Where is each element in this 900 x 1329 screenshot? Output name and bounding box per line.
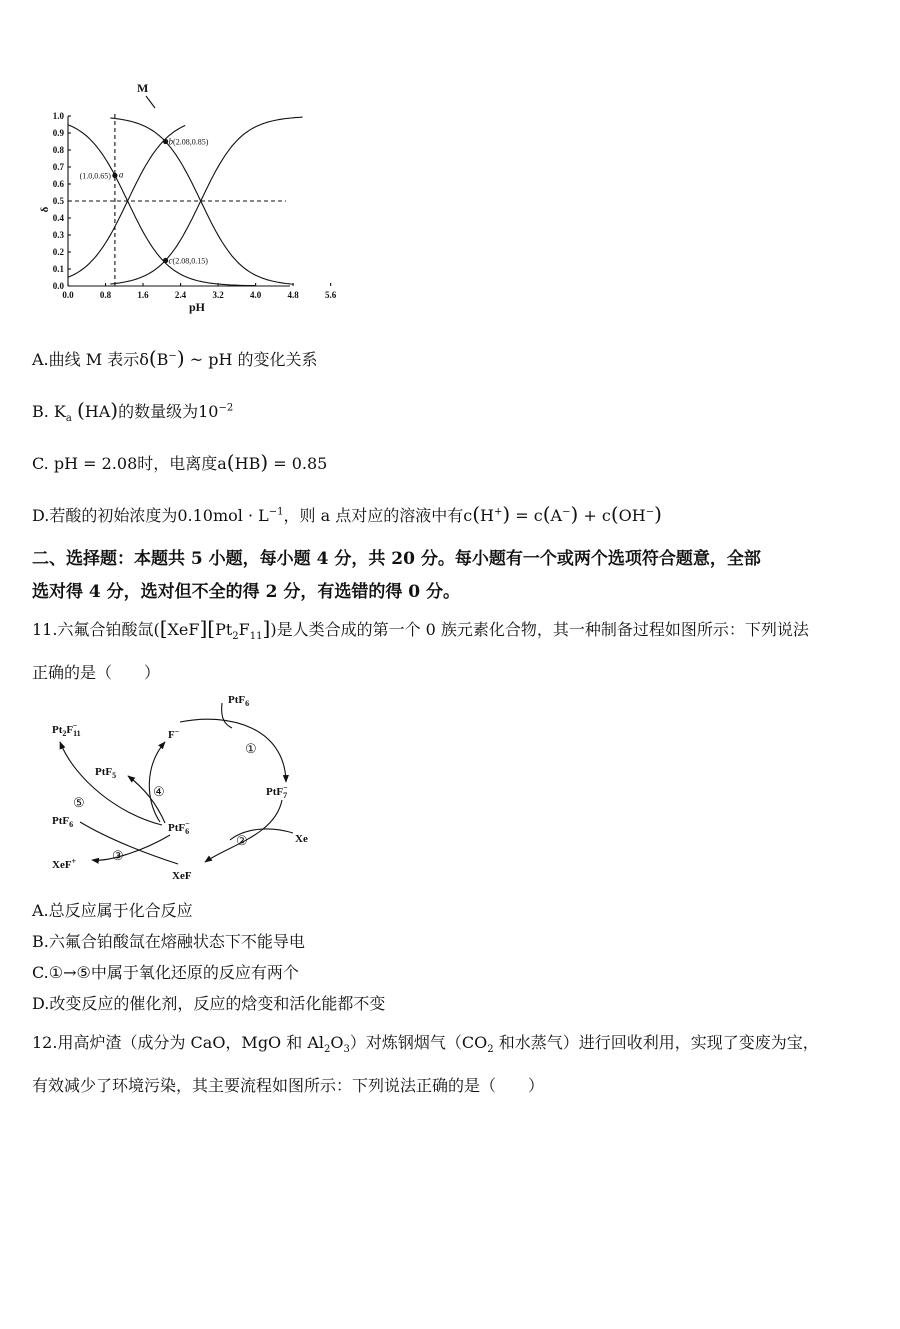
q11-stem-line2: 正确的是（ ） [32, 663, 161, 682]
q12-stem-line2: 有效减少了环境污染，其主要流程如图所示：下列说法正确的是（ ） [32, 1076, 545, 1095]
q10-option-b: B. $K_a$ (HA)的数量级为$10^{-2}$ [32, 398, 234, 425]
y-tick-label: 0.1 [52, 264, 64, 274]
y-tick-label: 0.6 [52, 179, 64, 189]
q10-option-d: D.若酸的初始浓度为$0.10mol \cdot L^{-1}$，则 a 点对应的溶液中有c(H+) = c(A−) + c(OH−) [32, 502, 662, 526]
arrow-cycle-top [180, 719, 286, 782]
q10-option-c: C. pH = 2.08时，电离度a(HB) = 0.85 [32, 450, 328, 474]
x-tick-label: 4.0 [249, 290, 262, 300]
x-tick-label: 5.6 [325, 290, 337, 300]
point-c [163, 258, 168, 263]
step-4: ④ [153, 784, 165, 799]
step-2: ② [236, 833, 248, 848]
y-tick-label: 0.5 [52, 196, 64, 206]
y-tick-label: 1.0 [52, 111, 64, 121]
x-tick-label: 2.4 [174, 290, 187, 300]
species-f-minus: F− [168, 727, 180, 741]
q11-option-a: A.总反应属于化合反应 [32, 901, 193, 920]
y-tick-label: 0.0 [52, 281, 64, 291]
section2-line1: 二、选择题：本题共 5 小题，每小题 4 分，共 20 分。每小题有一个或两个选项符合题意，全部 [32, 549, 761, 569]
species-ptf5: PtF$_5$ [95, 766, 117, 780]
curve-label-m: M [137, 81, 149, 95]
q11-option-b: B.六氟合铂酸氙在熔融状态下不能导电 [32, 932, 305, 951]
x-tick-label: 0.0 [62, 290, 74, 300]
arrow-xef-to-ptf6minus [80, 822, 178, 864]
y-tick-label: 0.2 [52, 247, 64, 257]
x-tick-label: 0.8 [99, 290, 112, 300]
species-pt2f11-minus: $Pt_2F_{11}-$ [52, 721, 81, 738]
reaction-cycle-diagram [40, 685, 330, 885]
species-xef-plus: XeF+ [52, 857, 77, 871]
x-axis-label: pH [188, 300, 205, 314]
y-tick-label: 0.3 [52, 230, 64, 240]
point-name-a: a [118, 169, 124, 180]
y-tick-label: 0.7 [52, 162, 64, 172]
curve-ha [68, 125, 256, 286]
species-xef: XeF [172, 870, 192, 882]
point-a [112, 173, 117, 178]
point-label-a: (1.0,0.65) [79, 171, 111, 181]
q11-option-c: C.①→⑤中属于氧化还原的反应有两个 [32, 963, 299, 982]
q10-option-a: A.曲线 M 表示δ(B−) ~ pH 的变化关系 [32, 346, 318, 370]
species-ptf6-left: PtF$_6$ [52, 815, 74, 829]
arrow-3-out [92, 835, 170, 860]
section2-line2: 选对得 4 分，选对但不全的得 2 分，有选错的得 0 分。 [32, 582, 460, 602]
q11-stem-line1: 11.六氟合铂酸氙$([XeF][Pt_2F_{11}])$是人类合成的第一个 0 族元素化合物，其一种制备过程如图所示：下列说法 [32, 616, 809, 643]
x-tick-label: 3.2 [212, 290, 224, 300]
step-5: ⑤ [73, 795, 85, 810]
q12-stem-line1: 12.用高炉渣（成分为 CaO，MgO 和 $Al_2O_3$）对炼钢烟气（$CO_2$ 和水蒸气）进行回收利用，实现了变废为宝， [32, 1033, 819, 1056]
point-label-b: b(2.08,0.85) [168, 136, 209, 147]
arrow-ptf6-in [222, 703, 232, 728]
species-ptf6-minus: PtF$_6$− [168, 819, 190, 836]
species-xe: Xe [295, 833, 308, 845]
arrow-5 [60, 742, 162, 825]
arrow-ptf7-to-xef [205, 800, 282, 862]
point-label-c: c(2.08,0.15) [168, 255, 208, 266]
arrow-ptf6minus-to-f [149, 742, 165, 822]
y-tick-label: 0.8 [52, 145, 64, 155]
step-3: ③ [112, 848, 124, 863]
species-ptf6-top: PtF$_6$ [228, 694, 250, 708]
x-tick-label: 4.8 [287, 290, 299, 300]
x-tick-label: 1.6 [137, 290, 149, 300]
y-tick-label: 0.4 [52, 213, 64, 223]
step-1: ① [245, 741, 257, 756]
species-ptf7-minus: PtF$_7$− [266, 783, 288, 800]
q11-option-d: D.改变反应的催化剂，反应的焓变和活化能都不变 [32, 994, 386, 1013]
curve-label-leader [146, 96, 155, 108]
y-axis-label: δ [39, 206, 51, 213]
point-b [163, 139, 168, 144]
speciation-chart [39, 75, 337, 320]
y-tick-label: 0.9 [52, 128, 64, 138]
